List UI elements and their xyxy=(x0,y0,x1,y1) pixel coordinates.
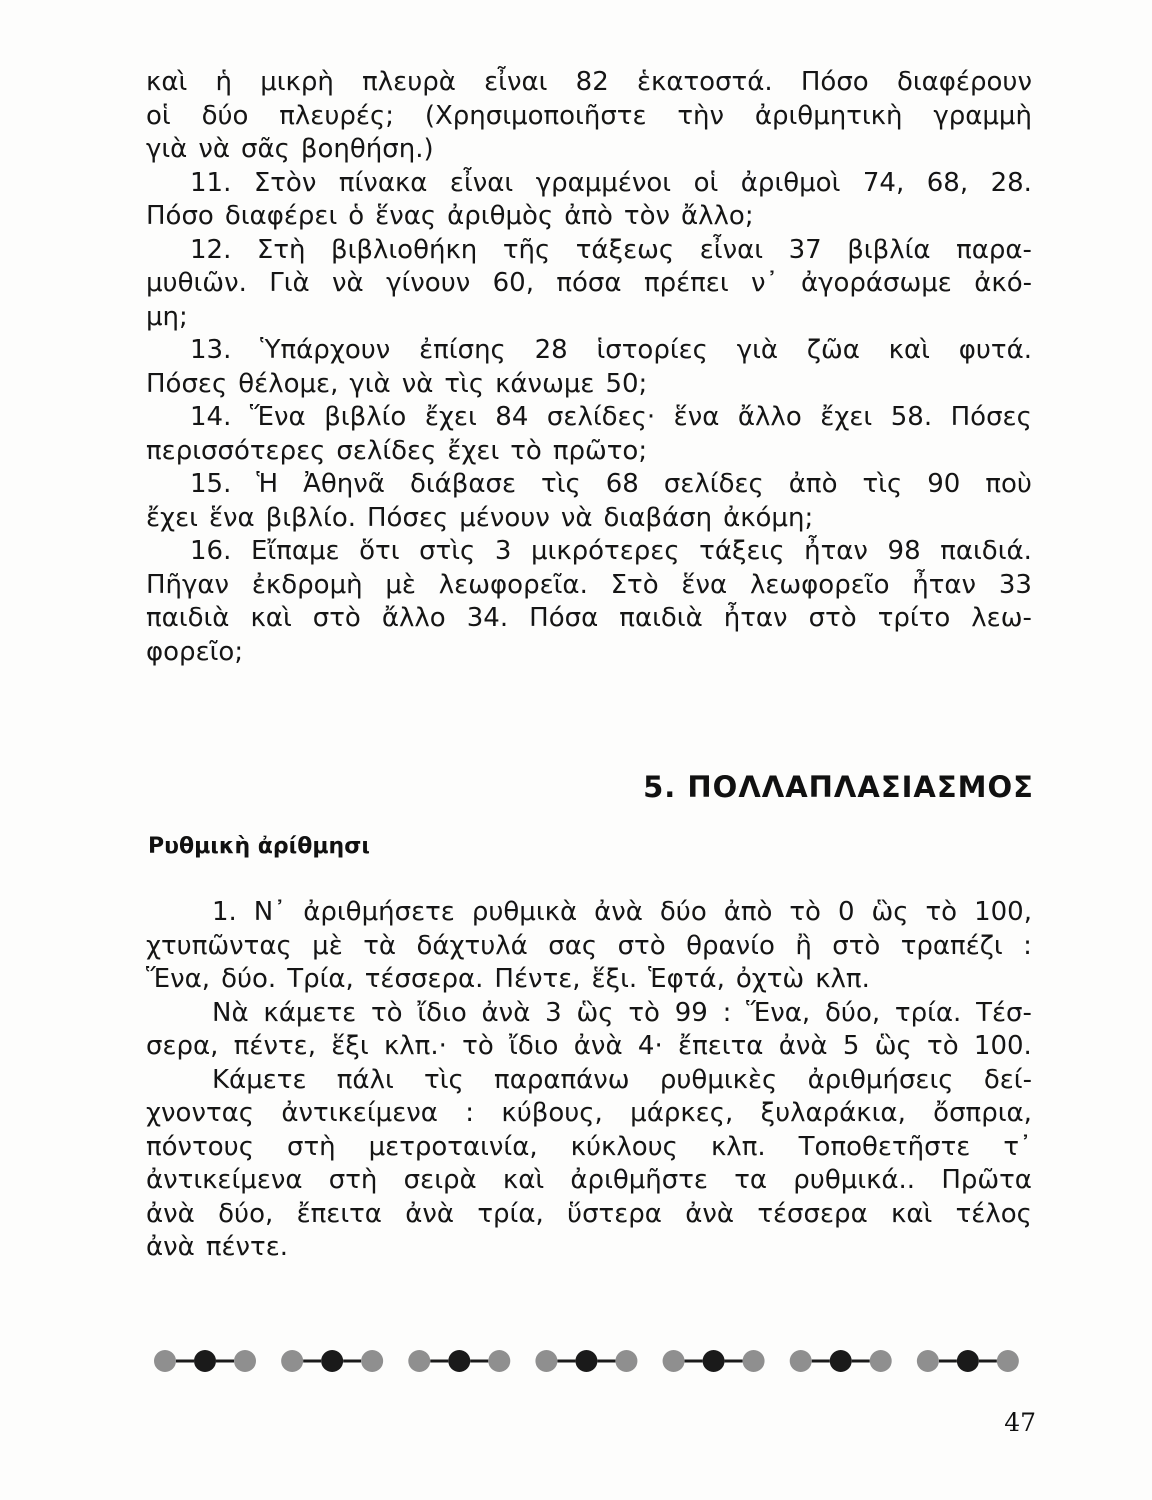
text-line: γιὰ νὰ σᾶς βοηθήση.) xyxy=(146,134,434,164)
decorative-dot xyxy=(448,1350,470,1372)
text-line: Νὰ κάμετε τὸ ἴδιο ἀνὰ 3 ὣς τὸ 99 : Ἕνα, δύο, τρία. Τέσ- xyxy=(212,997,1032,1028)
page-number: 47 xyxy=(1004,1408,1036,1437)
text-line: χτυπῶντας μὲ τὰ δάχτυλά σας στὸ θρανίο ἢ στὸ τραπέζι : xyxy=(146,930,1032,961)
text-line: 1. Ν᾽ ἀριθμήσετε ρυθμικὰ ἀνὰ δύο ἀπὸ τὸ 0 ὣς τὸ 100, xyxy=(212,897,1032,927)
text-line: 15. Ἡ Ἀθηνᾶ διάβασε τὶς 68 σελίδες ἀπὸ τὶς 90 ποὺ xyxy=(190,469,1032,499)
text-line: 12. Στὴ βιβλιοθήκη τῆς τάξεως εἶναι 37 βιβλία παρα- xyxy=(190,234,1032,265)
text-line: Πόσες θέλομε, γιὰ νὰ τὶς κάνωμε 50; xyxy=(146,368,648,399)
text-line: Κάμετε πάλι τὶς παραπάνω ρυθμικὲς ἀριθμήσεις δεί- xyxy=(212,1064,1032,1095)
decorative-dot xyxy=(281,1350,303,1372)
decorative-dot xyxy=(997,1350,1019,1372)
decorative-dot xyxy=(703,1350,725,1372)
decorative-dot xyxy=(154,1350,176,1372)
text-line: 16. Εἴπαμε ὅτι στὶς 3 μικρότερες τάξεις ἦταν 98 παιδιά. xyxy=(190,536,1032,566)
decorative-dot xyxy=(488,1350,510,1372)
decorative-dot xyxy=(743,1350,765,1372)
decorative-dot xyxy=(917,1350,939,1372)
text-line: Πῆγαν ἐκδρομὴ μὲ λεωφορεῖα. Στὸ ἕνα λεωφορεῖο ἦταν 33 xyxy=(146,569,1032,600)
text-line: οἱ δύο πλευρές; (Χρησιμοποιῆστε τὴν ἀριθμητικὴ γραμμὴ xyxy=(146,100,1032,131)
text-line: Πόσο διαφέρει ὁ ἕνας ἀριθμὸς ἀπὸ τὸν ἄλλο; xyxy=(146,201,754,231)
decorative-dot-border xyxy=(146,1346,1036,1376)
decorative-dot xyxy=(870,1350,892,1372)
decorative-dot xyxy=(321,1350,343,1372)
decorative-dot xyxy=(361,1350,383,1372)
text-line: χνοντας ἀντικείμενα : κύβους, μάρκες, ξυλαράκια, ὄσπρια, xyxy=(146,1098,1032,1128)
text-line: καὶ ἡ μικρὴ πλευρὰ εἶναι 82 ἑκατοστά. Πόσο διαφέρουν xyxy=(146,67,1032,97)
text-line: πόντους στὴ μετροταινία, κύκλους κλπ. Τοποθετῆστε τ᾽ xyxy=(146,1131,1032,1162)
text-line: 11. Στὸν πίνακα εἶναι γραμμένοι οἱ ἀριθμοὶ 74, 68, 28. xyxy=(190,167,1032,198)
exercise-text-block xyxy=(146,66,1032,669)
text-line: ἀνὰ πέντε. xyxy=(146,1232,289,1262)
decorative-dot xyxy=(535,1350,557,1372)
text-line: 14. Ἕνα βιβλίο ἔχει 84 σελίδες· ἕνα ἄλλο ἔχει 58. Πόσες xyxy=(190,402,1032,432)
rhythmic-counting-text-block xyxy=(146,896,1032,1265)
text-line: σερα, πέντε, ἕξι κλπ.· τὸ ἴδιο ἀνὰ 4· ἔπειτα ἀνὰ 5 ὣς τὸ 100. xyxy=(146,1031,1032,1061)
text-line: φορεῖο; xyxy=(146,636,244,667)
text-line: ἀνὰ δύο, ἔπειτα ἀνὰ τρία, ὕστερα ἀνὰ τέσσερα καὶ τέλος xyxy=(146,1198,1032,1229)
decorative-dot xyxy=(408,1350,430,1372)
decorative-dot xyxy=(790,1350,812,1372)
text-line: Ἕνα, δύο. Τρία, τέσσερα. Πέντε, ἕξι. Ἑφτά, ὀχτὼ κλπ. xyxy=(146,964,870,994)
text-line: ἔχει ἕνα βιβλίο. Πόσες μένουν νὰ διαβάση ἀκόμη; xyxy=(146,502,814,533)
decorative-dot xyxy=(663,1350,685,1372)
text-line: μη; xyxy=(146,301,188,332)
decorative-dot xyxy=(957,1350,979,1372)
text-line: περισσότερες σελίδες ἔχει τὸ πρῶτο; xyxy=(146,435,648,466)
section-title: 5. ΠΟΛΛΑΠΛΑΣΙΑΣΜΟΣ xyxy=(643,770,1034,804)
decorative-dot xyxy=(234,1350,256,1372)
text-line: ἀντικείμενα στὴ σειρὰ καὶ ἀριθμῆστε τα ρυθμικά.. Πρῶτα xyxy=(146,1165,1032,1195)
decorative-dot xyxy=(575,1350,597,1372)
subsection-title: Ρυθμικὴ ἀρίθμησι xyxy=(148,834,370,859)
text-line: 13. Ὑπάρχουν ἐπίσης 28 ἱστορίες γιὰ ζῶα καὶ φυτά. xyxy=(190,335,1032,365)
decorative-dot xyxy=(830,1350,852,1372)
text-line: μυθιῶν. Γιὰ νὰ γίνουν 60, πόσα πρέπει ν᾽ ἀγοράσωμε ἀκό- xyxy=(146,268,1032,298)
decorative-dot xyxy=(615,1350,637,1372)
decorative-dot xyxy=(194,1350,216,1372)
text-line: παιδιὰ καὶ στὸ ἄλλο 34. Πόσα παιδιὰ ἦταν στὸ τρίτο λεω- xyxy=(146,603,1032,633)
